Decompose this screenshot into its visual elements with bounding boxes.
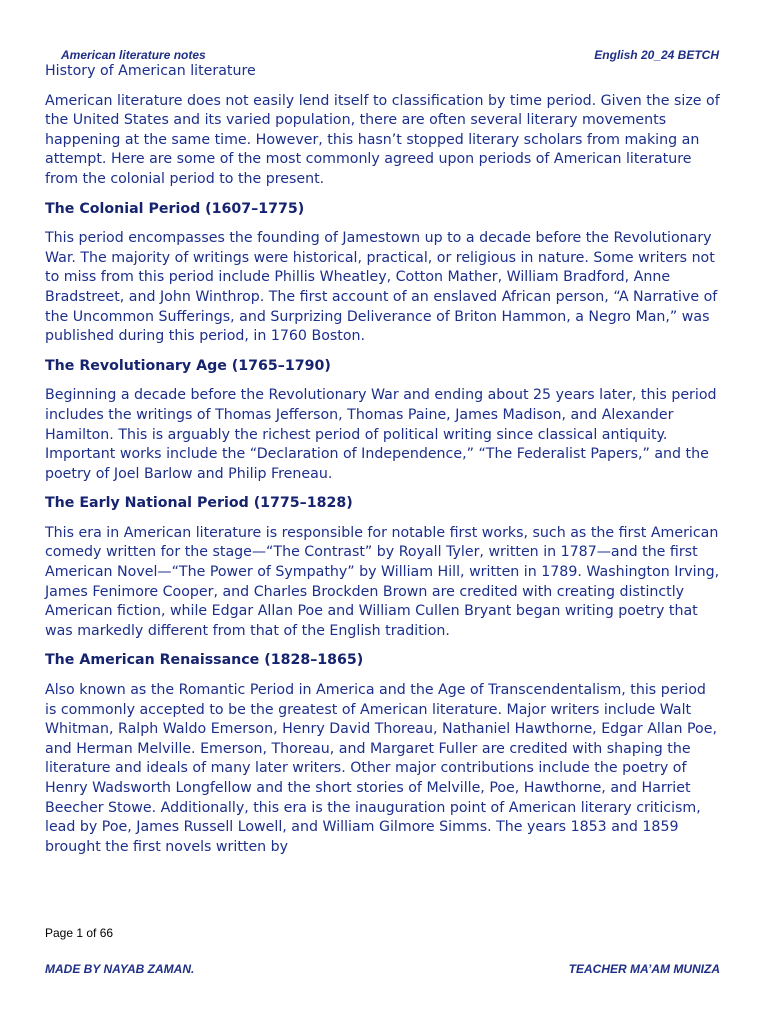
footer-right-text: TEACHER MA’AM MUNIZA (568, 962, 720, 976)
section-heading-colonial-period: The Colonial Period (1607–1775) (45, 200, 305, 217)
document-title: History of American literature (45, 63, 256, 79)
section-heading-early-national-period: The Early National Period (1775–1828) (45, 495, 353, 512)
section-body-early-national-period: This era in American literature is responsible for notable first works, such as the first American comedy written for the stage—“The Contrast” by Royall Tyler, written in 1787—and the first American Novel—“The Power of Sympathy” by William Hill, written in 1789. Washington Irving, James Fenimore Cooper, and Charles Brockden Brown are credited with creating distinctly American fiction, while Edgar Allan Poe and William Cullen Bryant began writing poetry that was markedly different from that of the English tradition. (45, 524, 720, 639)
page-number: Page 1 of 66 (45, 926, 114, 940)
section-heading-revolutionary-age: The Revolutionary Age (1765–1790) (45, 357, 331, 374)
section-body-revolutionary-age: Beginning a decade before the Revolutionary War and ending about 25 years later, this period includes the writings of Thomas Jefferson, Thomas Paine, James Madison, and Alexander Hamilton. This is arguably the richest period of political writing since classical antiquity. Important works include the “Declaration of Independence,” “The Federalist Papers,” and the poetry of Joel Barlow and Philip Freneau. (45, 387, 717, 482)
header-left-text: American literature notes (61, 48, 206, 62)
section-body-american-renaissance: Also known as the Romantic Period in America and the Age of Transcendentalism, this period is commonly accepted to be the greatest of American literature. Major writers include Walt Whitman, Ralph Waldo Emerson, Henry David Thoreau, Nathaniel Hawthorne, Edgar Allan Poe, and Herman Melville. Emerson, Thoreau, and Margaret Fuller are credited with shaping the literature and ideals of many later writers. Other major contributions include the poetry of Henry Wadsworth Longfellow and the short stories of Melville, Poe, Hawthorne, and Harriet Beecher Stowe. Additionally, this era is the inauguration point of American literary criticism, lead by Poe, James Russell Lowell, and William Gilmore Simms. The years 1853 and 1859 brought the first novels written by (45, 682, 717, 855)
footer-left-text: MADE BY NAYAB ZAMAN. (45, 962, 195, 976)
section-body-colonial-period: This period encompasses the founding of Jamestown up to a decade before the Revolutionary War. The majority of writings were historical, practical, or religious in nature. Some writers not to miss from this period include Phillis Wheatley, Cotton Mather, William Bradford, Anne Bradstreet, and John Winthrop. The first account of an enslaved African person, “A Narrative of the Uncommon Sufferings, and Surprizing Deliverance of Briton Hammon, a Negro Man,” was published during this period, in 1760 Boston. (45, 230, 718, 345)
document-body (45, 62, 720, 857)
section-heading-american-renaissance: The American Renaissance (1828–1865) (45, 652, 364, 669)
intro-paragraph: American literature does not easily lend itself to classification by time period. Given the size of the United States and its varied population, there are often several literary movements happening at the same time. However, this hasn’t stopped literary scholars from making an attempt. Here are some of the most commonly agreed upon periods of American literature from the colonial period to the present. (45, 92, 720, 187)
header-right-text: English 20_24 BETCH (594, 48, 719, 62)
